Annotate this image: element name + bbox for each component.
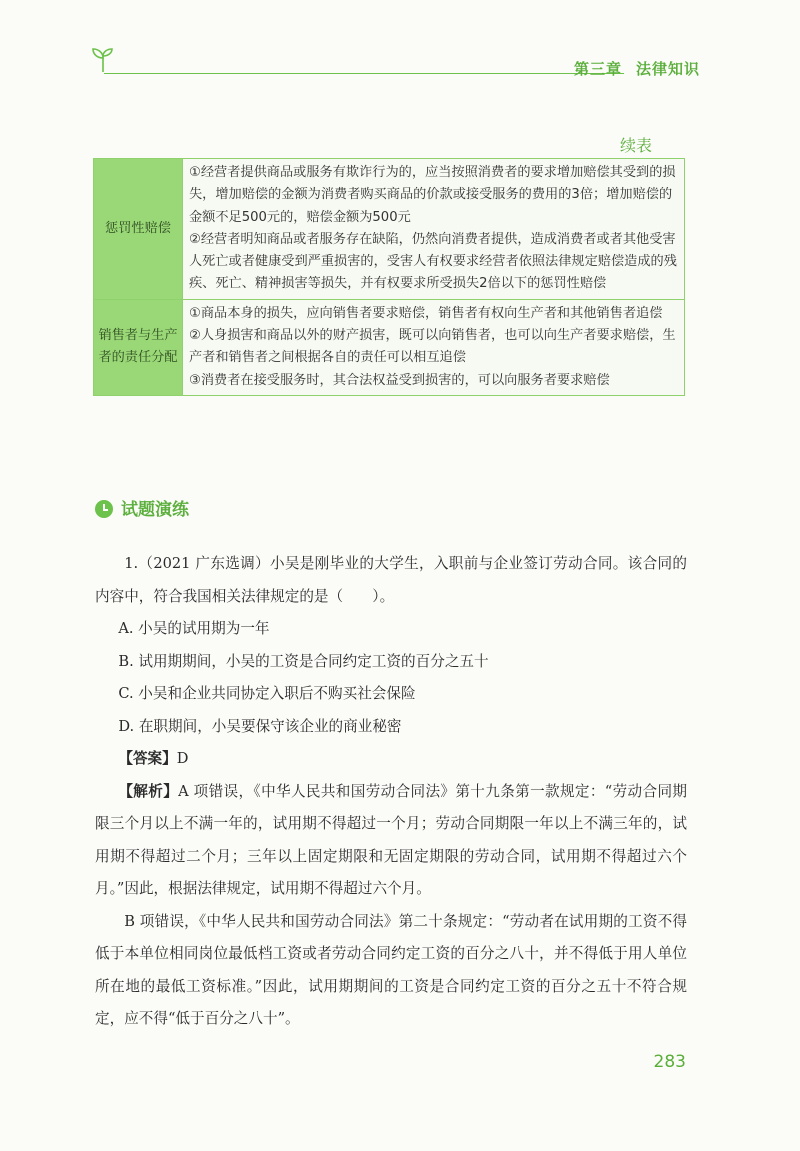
answer-value: D [176,750,189,767]
table-row [94,159,685,300]
table-continued-label: 续表 [620,136,653,155]
option-a: A. 小吴的试用期为一年 [118,620,270,637]
chapter-name: 法律知识 [635,60,700,78]
chapter-number: 第三章 [573,60,622,78]
row-label: 惩罚性赔偿 [94,159,183,300]
row-line: ②经营者明知商品或者服务存在缺陷，仍然向消费者提供，造成消费者或者其他受害人死亡或者健康受到严重损害的，受害人有权要求经营者依照法律规定赔偿造成的残疾、死亡、精神损害等损失，并有权要求所受损失2倍以下的惩罚性赔偿 [189,231,677,292]
analysis-tag: 【解析】 [118,782,179,800]
analysis-paragraph-2: B 项错误，《中华人民共和国劳动合同法》第二十条规定：“劳动者在试用期的工资不得低于本单位相同岗位最低档工资或者劳动合同约定工资的百分之八十，并不得低于用人单位所在地的最低工资标准。”因此，试用期期间的工资是合同约定工资的百分之五十不符合规定，应不得“低于百分之八十”。 [95,912,687,1027]
row-line: ①经营者提供商品或服务有欺诈行为的，应当按照消费者的要求增加赔偿其受到的损失，增加赔偿的金额为消费者购买商品的价款或接受服务的费用的3倍；增加赔偿的金额不足500元的，赔偿金额为500元 [189,165,676,225]
option-d: D. 在职期间，小吴要保守该企业的商业秘密 [118,717,402,735]
sprout-icon [88,44,118,74]
option-b: B. 试用期期间，小吴的工资是合同约定工资的百分之五十 [118,652,489,670]
compensation-table [93,158,685,396]
row-line: ③消费者在接受服务时，其合法权益受到损害的，可以向服务者要求赔偿 [189,372,610,388]
chapter-title [574,58,700,79]
row-line: ①商品本身的损失，应向销售者要求赔偿，销售者有权向生产者和其他销售者追偿 [189,305,663,321]
row-content [183,299,685,395]
question-block [95,548,687,1036]
row-line: ②人身损害和商品以外的财产损害，既可以向销售者，也可以向生产者要求赔偿，生产者和销售者之间根据各自的责任可以相互追偿 [189,328,676,366]
row-content [183,159,685,300]
answer-tag: 【答案】 [118,750,177,767]
question-stem: 1.（2021 广东选调）小吴是刚毕业的大学生，入职前与企业签订劳动合同。该合同的内容中，符合我国相关法律规定的是（ ）。 [95,555,687,605]
analysis-text-1: A 项错误，《中华人民共和国劳动合同法》第十九条第一款规定：“劳动合同期限三个月以上不满一年的，试用期不得超过一个月；劳动合同期限一年以上不满三年的，试用期不得超过二个月；三年以上固定期限和无固定期限的劳动合同，试用期不得超过六个月。”因此，根据法律规定，试用期不得超过六个月。 [95,782,687,897]
analysis-paragraph-1 [95,776,687,906]
answer-line [95,743,687,776]
option-c: C. 小吴和企业共同协定入职后不购买社会保险 [118,685,416,702]
header-divider [104,73,624,74]
table-row [94,299,685,395]
row-label: 销售者与生产者的责任分配 [94,299,183,395]
section-heading [95,495,189,521]
page-number: 283 [653,1052,686,1072]
section-title-text: 试题演练 [121,500,189,520]
clock-icon [95,500,113,518]
page-header [88,40,700,80]
